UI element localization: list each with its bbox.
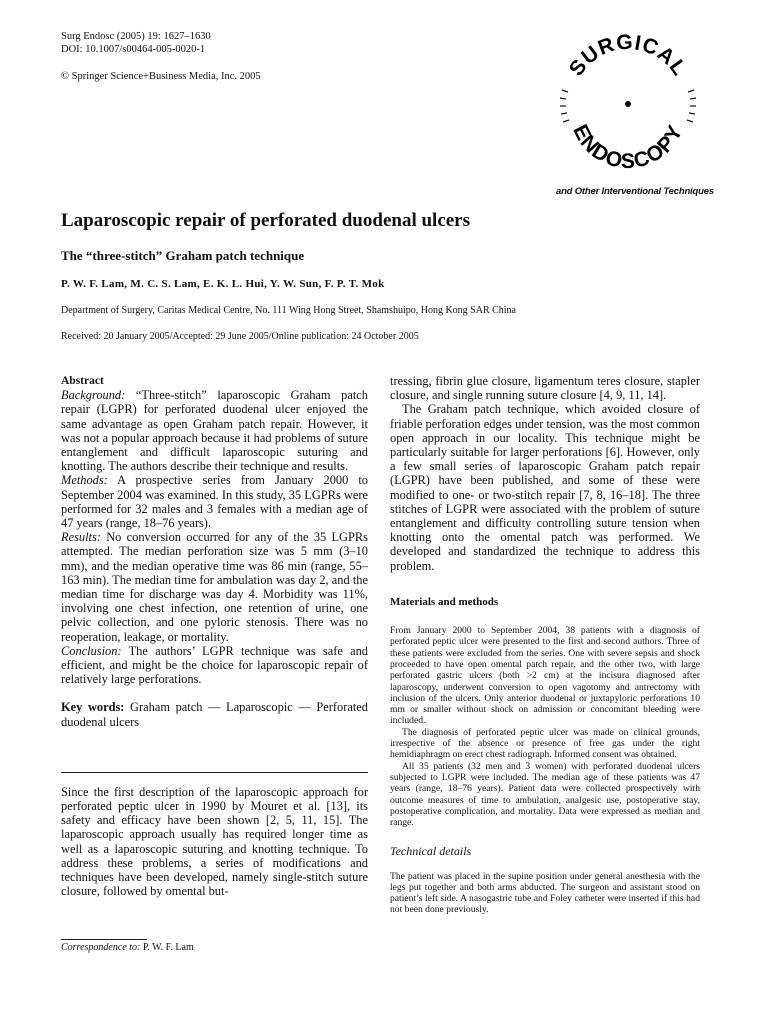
conclusion-label: Conclusion: <box>61 643 122 658</box>
left-column <box>61 374 368 899</box>
logo-word-endoscopy: ENDOSCOPY <box>568 121 688 174</box>
keywords-text: Graham patch — Laparoscopic — Perforated duodenal ulcers <box>61 700 368 729</box>
received-dates: Received: 20 January 2005/Accepted: 29 June 2005/Online publication: 24 October 2005 <box>61 331 419 342</box>
logo-word-surgical: SURGICAL <box>564 32 692 81</box>
abstract <box>61 374 368 686</box>
intro-paragraph-1: Since the first description of the laparoscopic approach for perforated peptic ulcer in 1990 by Mouret et al. [13], its safety and efficacy have been shown [2, 5, 11, 15]. The laparoscopic approach usually has required longer time as well as a laparoscopic suturing and knotting technique. To address these problems, a series of modifications and techniques have been developed, namely single-stitch suture closure, followed by omental but- <box>61 784 368 899</box>
logo-center-dot <box>625 101 631 107</box>
methods-paragraph-2: The diagnosis of perforated peptic ulcer was made on clinical grounds, irrespective of the absence or presence of free gas under the right hemidiaphragm on erect chest radiograph. Informed consent was obtained. <box>390 726 700 761</box>
results-label: Results: <box>61 530 101 545</box>
keywords-label: Key words: <box>61 700 125 715</box>
keywords <box>61 700 368 728</box>
author-list: P. W. F. Lam, M. C. S. Lam, E. K. L. Hui, Y. W. Sun, F. P. T. Mok <box>61 278 385 290</box>
article-title: Laparoscopic repair of perforated duodenal ulcers <box>61 210 471 231</box>
background-text: “Three-stitch” laparoscopic Graham patch repair (LGPR) for perforated duodenal ulcer enjoyed the same advantage as open Graham patch repair. However, it was not a popular approach because it had problems of suture entanglement and difficult laparoscopic suturing and knotting. The authors describe their technique and results. <box>61 388 368 474</box>
logo-subtitle: and Other Interventional Techniques <box>556 186 714 197</box>
abstract-conclusion <box>61 644 368 687</box>
affiliation: Department of Surgery, Caritas Medical Centre, No. 111 Wing Hong Street, Shamshuipo, Hong Kong SAR China <box>61 305 516 316</box>
svg-text:SURGICAL <box>565 32 691 80</box>
abstract-heading: Abstract <box>61 375 104 387</box>
svg-text:ENDOSCOPY <box>568 121 687 173</box>
methods-paragraph-4: The patient was placed in the supine position under general anesthesia with the legs put together and both arms abducted. The surgeon and assistant stood on patient’s left side. A nasogastric tube and Foley catheter were inserted if this had not been done previously. <box>390 870 700 916</box>
methods-heading: Materials and methods <box>390 595 499 608</box>
journal-citation <box>61 30 211 56</box>
results-text: No conversion occurred for any of the 35 LGPRs attempted. The median perforation size was 5 mm (3–10 mm), and the median operative time was 86 min (range, 55–163 min). The median time for ambulation was day 2, and the median time for discharge was day 4. Morbidity was 11%, involving one chest infection, one retention of urine, one pelvic collection, and one pyloric stenosis. There was no reoperation, leakage, or mortality. <box>61 530 368 644</box>
copyright-notice: © Springer Science+Business Media, Inc. 2005 <box>61 71 261 82</box>
correspondence-footnote <box>61 942 194 953</box>
conclusion-text: The authors’ LGPR technique was safe and efficient, and might be the choice for laparoscopic repair of relatively large perforations. <box>61 643 368 687</box>
intro-paragraph-2: The Graham patch technique, which avoided closure of friable perforation edges under tension, was the most common open approach in our locality. This technique might be particularly suitable for larger perforations [6]. However, only a few small series of laparoscopic Graham patch repair (LGPR) have been published, and some of these were modified to one- or two-stitch repair [7, 8, 16–18]. The three stitches of LGPR were associated with the problem of suture entanglement and difficulty controlling suture tension when knotting onto the omental patch was performed. We developed and standardized the technique to address this problem. <box>390 402 700 573</box>
abstract-background <box>61 388 368 473</box>
intro-paragraph-1-continued: tressing, fibrin glue closure, ligamentum teres closure, stapler closure, and single running suture closure [4, 9, 11, 14]. <box>390 374 700 403</box>
technical-details-heading: Technical details <box>390 844 472 859</box>
abstract-results <box>61 530 368 644</box>
abstract-divider <box>61 772 368 773</box>
methods-label: Methods: <box>61 473 108 488</box>
methods-paragraph-3: All 35 patients (32 men and 3 women) with perforated duodenal ulcers subjected to LGPR were included. The median age of these patients was 47 years (range, 18–76 years). Patient data were collected prospectively with outcome measures of time to ambulation, analgesic use, postoperative stay, postoperative complication, and mortality. Data were expressed as median and range. <box>390 760 700 829</box>
journal-volume-line: Surg Endosc (2005) 19: 1627–1630 <box>61 31 211 42</box>
background-label: Background: <box>61 388 126 403</box>
correspondence-label: Correspondence to: <box>61 942 141 953</box>
abstract-methods <box>61 473 368 530</box>
methods-text: A prospective series from January 2000 to September 2004 was examined. In this study, 35 LGPRs were performed for 32 males and 3 females with a median age of 47 years (range, 18–76 years). <box>61 473 368 531</box>
footnote-divider <box>61 939 147 940</box>
doi-line: DOI: 10.1007/s00464-005-0020-1 <box>61 44 206 55</box>
article-subtitle: The “three-stitch” Graham patch technique <box>61 248 305 263</box>
journal-logo <box>548 32 708 202</box>
right-column <box>390 374 700 916</box>
correspondence-name: P. W. F. Lam <box>140 942 194 953</box>
methods-paragraph-1: From January 2000 to September 2004, 38 patients with a diagnosis of perforated peptic ulcer were presented to the first and second authors. Three of these patients were excluded from the series. One with severe sepsis and shock proceeded to have open omental patch repair, and the other two, with large perforated gastric ulcers (both >2 cm) at the incisura diagnosed after laparoscopy, underwent conversion to open vagotomy and antrectomy with inclusion of the ulcers. Only anterior duodenal or juxtapyloric perforations 10 mm or smaller without shock on admission or concomitant bleeding were included. <box>390 625 700 727</box>
